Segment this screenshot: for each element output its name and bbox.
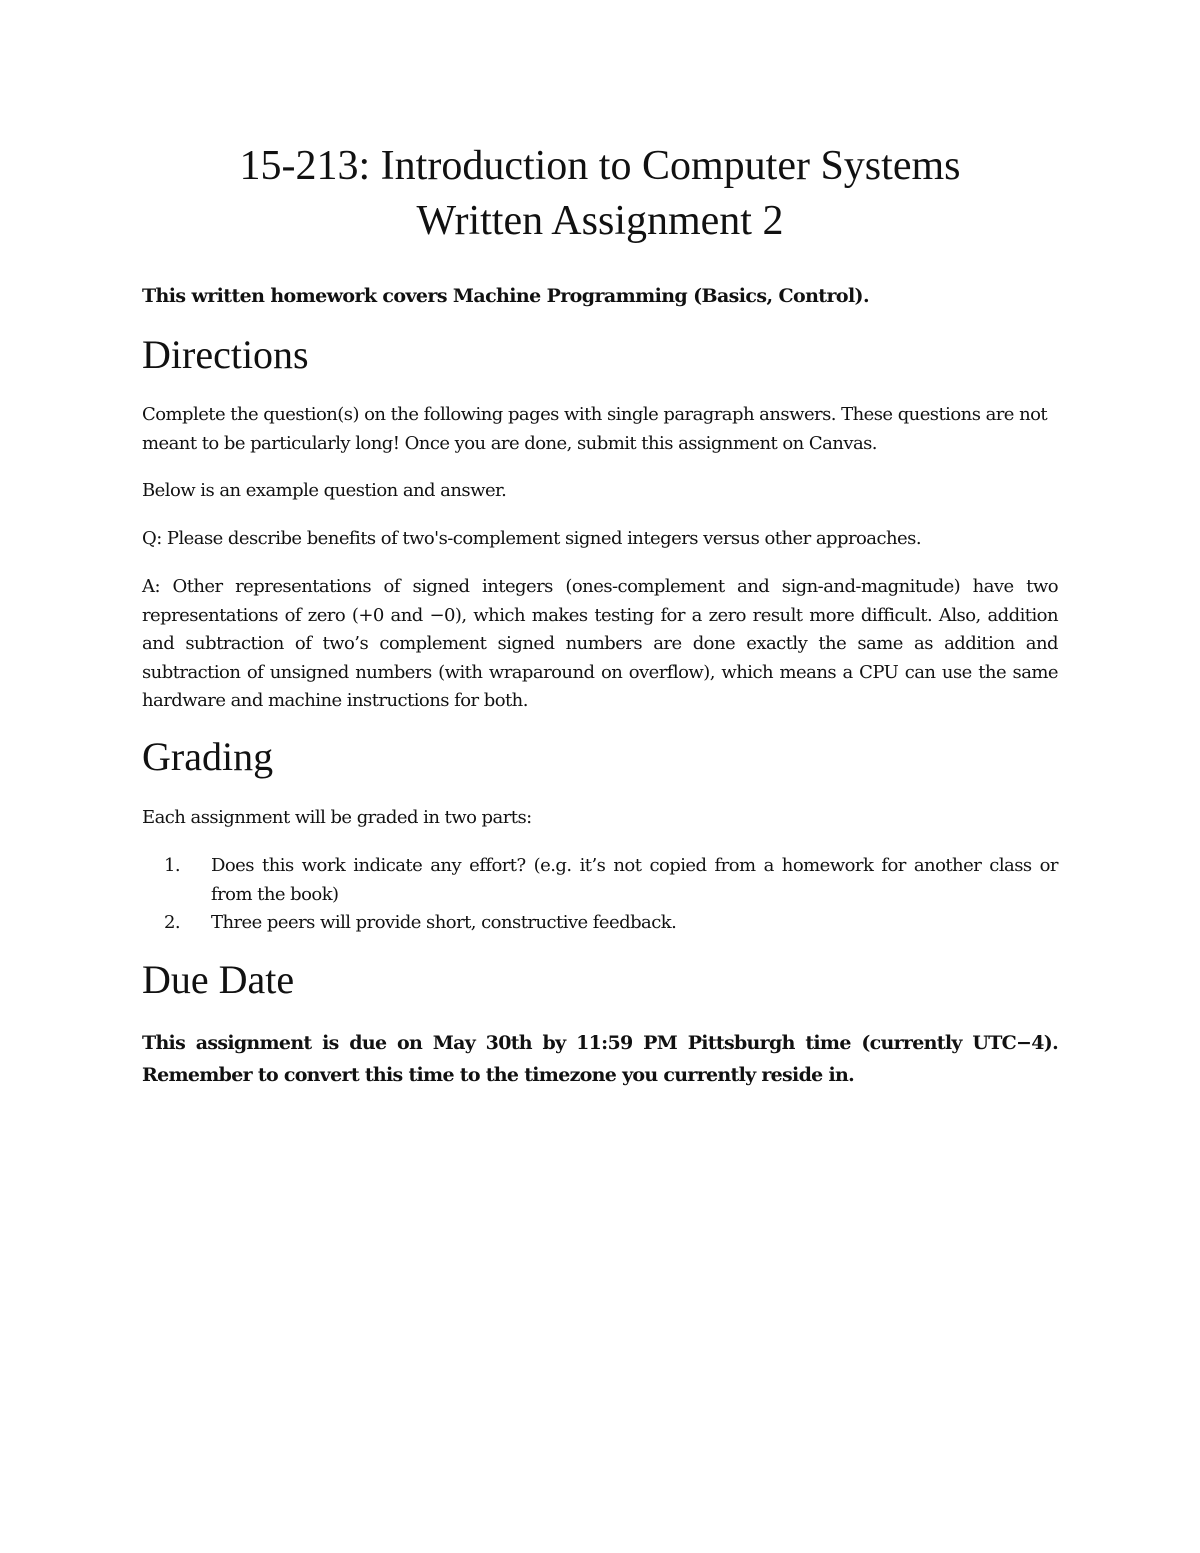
list-item-text: Does this work indicate any effort? (e.g. it’s not copied from a homework for another class or from the book) <box>211 855 1058 905</box>
example-question: Q: Please describe benefits of two's-complement signed integers versus other approaches. <box>142 528 922 549</box>
grading-heading: Grading <box>142 734 274 779</box>
example-answer: A: Other representations of signed integers (ones-complement and sign-and-magnitude) have two representations of zero (+0 and −0), which makes testing for a zero result more difficult. Also, addition and subtraction of two’s complement signed numbers are done exactly the same as addition and subtraction of unsigned numbers (with wraparound on overflow), which means a CPU can use the same hardware and machine instructions for both. <box>142 576 1058 711</box>
due-date-heading: Due Date <box>142 957 295 1002</box>
example-intro: Below is an example question and answer. <box>142 480 507 501</box>
grading-list <box>142 852 1058 938</box>
document-subtitle: Written Assignment 2 <box>416 198 784 244</box>
directions-heading: Directions <box>142 332 309 377</box>
grading-paragraph: Each assignment will be graded in two parts: <box>142 807 532 828</box>
intro-statement: This written homework covers Machine Programming (Basics, Control). <box>142 285 869 307</box>
document-title: 15-213: Introduction to Computer Systems <box>239 143 961 189</box>
list-item-number: 1. <box>164 855 181 876</box>
list-item-number: 2. <box>164 912 181 933</box>
directions-paragraph: Complete the question(s) on the following pages with single paragraph answers. These questions are not meant to be particularly long! Once you are done, submit this assignment on Canvas. <box>142 404 1048 454</box>
list-item <box>142 909 1058 938</box>
list-item <box>142 852 1058 909</box>
due-date-statement: This assignment is due on May 30th by 11:59 PM Pittsburgh time (currently UTC−4). Remember to convert this time to the timezone you currently reside in. <box>142 1032 1058 1086</box>
list-item-text: Three peers will provide short, constructive feedback. <box>211 912 677 933</box>
